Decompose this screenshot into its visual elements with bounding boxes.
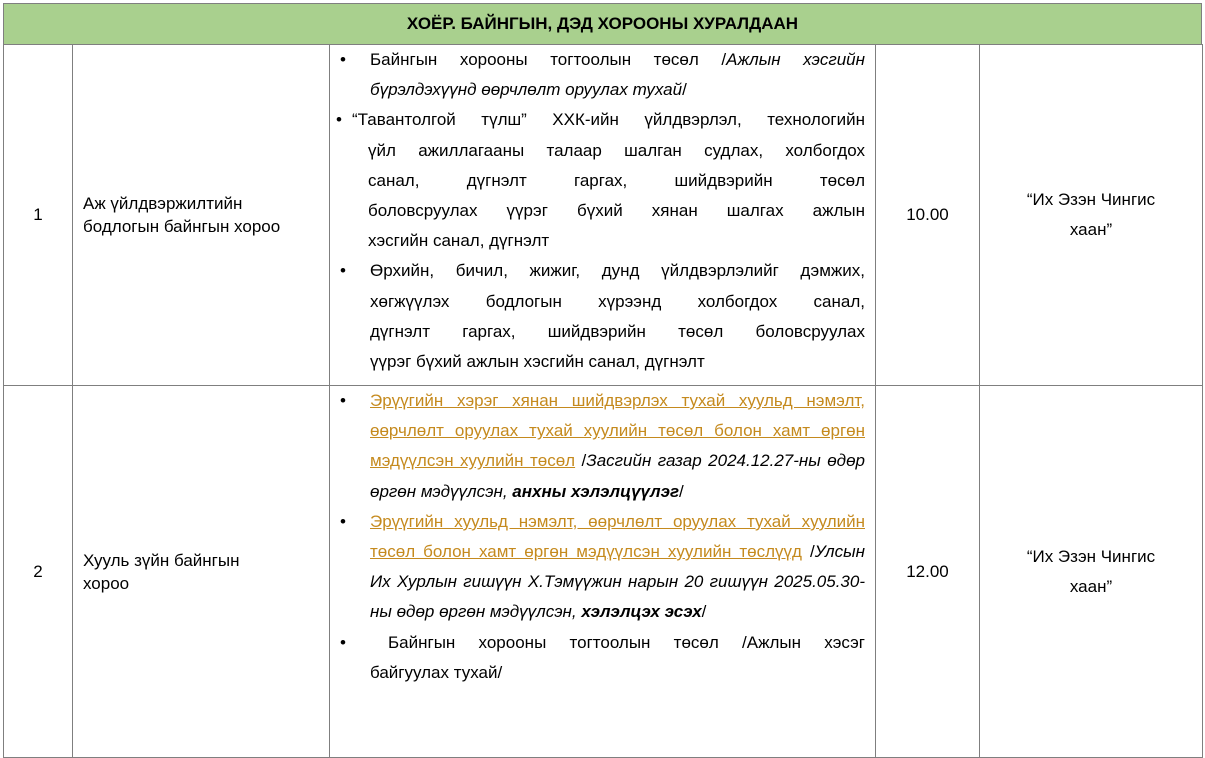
section-header	[3, 3, 1202, 44]
meeting-time: 10.00	[876, 45, 980, 386]
topic-sep: /	[575, 451, 587, 471]
bullet: •	[340, 50, 346, 69]
topic-close: /	[679, 481, 684, 501]
topic-line: боловсруулах үүрэг бүхий хянан шалгах ажлын	[368, 201, 865, 221]
place-text: “Их Эзэн Чингис хаан”	[1026, 190, 1156, 239]
meeting-place	[980, 386, 1203, 758]
list-item	[336, 386, 865, 507]
section-title: ХОЁР. БАЙНГЫН, ДЭД ХОРООНЫ ХУРАЛДААН	[406, 14, 799, 33]
topics-cell	[330, 45, 876, 386]
topic-stage: хэлэлцэх эсэх	[581, 602, 702, 622]
table-row	[4, 386, 1203, 758]
topic-detail: Улсын Их Хурлын гишүүн Х.Тэмүүжин нарын 20 гишүүн 2025.05.30-ны өдөр өргөн мэдүүлсэн,	[370, 542, 865, 622]
topic-detail: Засгийн газар 2024.12.27-ны өдөр өргөн мэдүүлсэн,	[370, 451, 865, 501]
place-text: “Их Эзэн Чингис хаан”	[1026, 546, 1156, 596]
bill-link[interactable]: Эрүүгийн хуульд нэмэлт, өөрчлөлт оруулах тухай хуулийн төсөл болон хамт өргөн мэдүүлсэн хуулийн төслүүд	[370, 511, 865, 562]
topic-line: дүгнэлт гаргах, шийдвэрийн төсөл боловсруулах	[370, 321, 865, 341]
bullet: •	[340, 391, 346, 410]
topic-line: байгуулах тухай/	[370, 662, 503, 682]
topic-line: санал, дүгнэлт гаргах, шийдвэрийн төсөл	[368, 170, 865, 190]
topic-detail: Ажлын хэсгийн бүрэлдэхүүнд өөрчлөлт оруулах тухай	[370, 50, 865, 100]
list-item	[336, 256, 865, 377]
topic-line: Өрхийн, бичил, жижиг, дунд үйлдвэрлэлийг дэмжих,	[370, 261, 865, 281]
meeting-time: 12.00	[876, 386, 980, 758]
topic-close: /	[682, 80, 687, 100]
topic-line: хөгжүүлэх бодлогын хүрээнд холбогдох санал,	[370, 291, 865, 311]
bullet: •	[340, 261, 346, 281]
topic-sep: /	[801, 542, 815, 562]
list-item	[336, 45, 865, 105]
committee-name-text: Хууль зүйн байнгын хороо	[83, 550, 240, 593]
agenda-page	[3, 3, 1202, 758]
table-row	[4, 45, 1203, 386]
topic-line: үйл ажиллагааны талаар шалган судлах, холбогдох	[368, 140, 865, 160]
bullet: •	[340, 511, 346, 531]
committee-name	[73, 386, 330, 758]
topic-line: хэсгийн санал, дүгнэлт	[368, 231, 550, 251]
agenda-table	[3, 44, 1203, 758]
row-number: 2	[4, 386, 73, 758]
row-number: 1	[4, 45, 73, 386]
bullet: •	[336, 110, 342, 130]
topic-line: “Тавантолгой түлш” ХХК-ийн үйлдвэрлэл, технологийн	[352, 110, 865, 130]
committee-name: Аж үйлдвэржилтийн бодлогын байнгын хороо	[73, 45, 330, 386]
meeting-place	[980, 45, 1203, 386]
list-item	[336, 105, 865, 256]
topic-stage: анхны хэлэлцүүлэг	[512, 481, 680, 501]
topic-close: /	[701, 602, 707, 622]
topic-line: үүрэг бүхий ажлын хэсгийн санал, дүгнэлт	[370, 352, 705, 372]
topic-line: Байнгын хорооны тогтоолын төсөл /Ажлын хэсэг	[388, 632, 865, 652]
list-item	[336, 628, 865, 688]
topic-text: Байнгын хорооны тогтоолын төсөл /	[370, 50, 727, 69]
bill-link[interactable]: Эрүүгийн хэрэг хянан шийдвэрлэх тухай хуульд нэмэлт, өөрчлөлт оруулах тухай хуулийн төсөл болон хамт өргөн мэдүүлсэн хуулийн төсөл	[370, 391, 865, 471]
list-item	[336, 507, 865, 628]
topics-cell	[330, 386, 876, 758]
bullet: •	[340, 632, 346, 652]
